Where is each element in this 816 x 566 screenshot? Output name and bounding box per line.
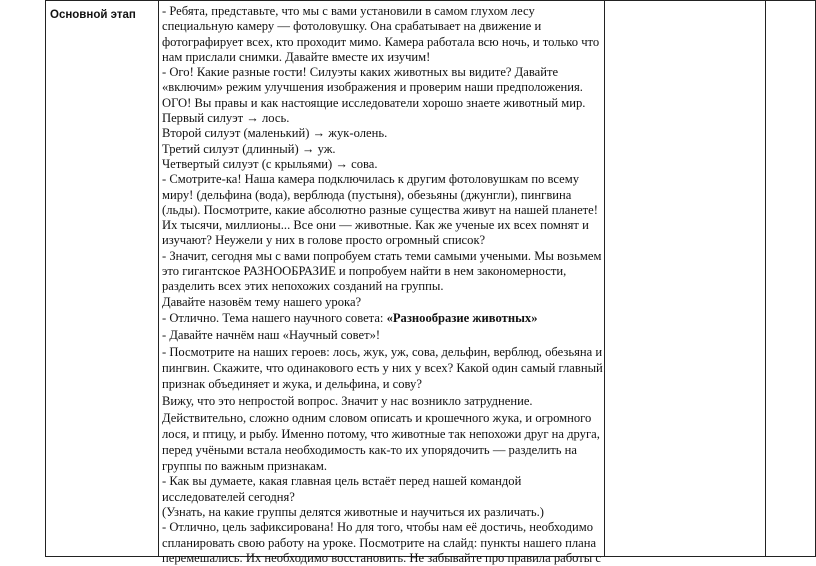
paragraph-silhouette-4: Четвертый силуэт (с крыльями) → сова. xyxy=(162,156,378,171)
paragraph-camera-trap: - Ребята, представьте, что мы с вами установили в самом глухом лесу специальную камеру — фотоловушку. Она срабатывает на движение и фотографирует всех, кто проходит мимо. Камера работала всю ночь, и только что нам прислали снимки. Давайте вместе их изучим! xyxy=(162,4,600,64)
paragraph-silhouettes: - Ого! Какие разные гости! Силуэты каких животных вы видите? Давайте «включим» режим улучшения изображения и проверим наши предположения. ОГО! Вы правы и как настоящие исследователи хорошо знаете животный мир. xyxy=(162,65,586,110)
paragraph-topic xyxy=(162,310,604,327)
teacher-speech-cell xyxy=(159,1,605,565)
teacher-speech-text xyxy=(159,1,604,565)
paragraph-heroes: - Посмотрите на наших героев: лось, жук, уж, сова, дельфин, верблюд, обезьяна и пингвин. Скажите, что одинакового есть у них у всех? Какой один самый главный признак объединяет и жука, и дельфина, и сову? xyxy=(162,344,603,392)
paragraph-plan: - Отлично, цель зафиксирована! Но для того, чтобы нам её достичь, необходимо спланировать свою работу на уроке. Посмотрите на слайд: пункты нашего плана перемешались. Их необходимо восстановить. Не забывайте про правила работы с xyxy=(162,520,601,565)
paragraph-silhouette-3: Третий силуэт (длинный) → уж. xyxy=(162,141,336,156)
paragraph-goal-answer: (Узнать, на какие группы делятся животные и научиться их различать.) xyxy=(162,505,544,520)
paragraph-goal-question: - Как вы думаете, какая главная цель встаёт перед нашей командой исследователей сегодня? xyxy=(162,474,522,504)
topic-prefix: - Отлично. Тема нашего научного совета: xyxy=(162,311,387,326)
lesson-plan-table xyxy=(45,0,816,565)
stage-cell xyxy=(46,1,159,557)
stage-label: Основной этап xyxy=(50,9,136,21)
paragraph-silhouette-1: Первый силуэт → лось. xyxy=(162,111,290,126)
topic-title: «Разнообразие животных» xyxy=(386,311,538,326)
paragraph-difficulty: Вижу, что это непростой вопрос. Значит у нас возникло затруднение. xyxy=(162,393,533,408)
table-row-main-stage xyxy=(46,1,816,557)
paragraph-silhouette-2: Второй силуэт (маленький) → жук-олень. xyxy=(162,126,388,141)
paragraph-name-topic: Давайте назовём тему нашего урока? xyxy=(162,294,362,309)
paragraph-become-scientists: - Значит, сегодня мы с вами попробуем стать теми самыми учеными. Мы возьмем это гигантское РАЗНООБРАЗИЕ и попробуем найти в нем закономерности, разделить всех этих непохожих созданий на группы. xyxy=(162,248,602,294)
paragraph-need-order: Действительно, сложно одним словом описать и крошечного жука, и огромного лося, и птицу, и рыбу. Именно потому, что животные так непохожи друг на друга, перед учёными встала необходимость как-то их упорядочить — разделить на группы по важным признакам. xyxy=(162,410,600,474)
paragraph-start-council: - Давайте начнём наш «Научный совет»! xyxy=(162,328,381,343)
student-activity-cell xyxy=(605,1,766,557)
paragraph-other-traps: - Смотрите-ка! Наша камера подключилась к другим фотоловушкам по всему миру! (дельфина (вода), верблюда (пустыня), обезьяны (джунгли), пингвина (льды). Посмотрите, какие абсолютно разные существа живут на нашей планете! Их тысячи, миллионы... Все они — животные. Как же ученые их всех помнят и изучают? Неужели у них в голове просто огромный список? xyxy=(162,172,598,248)
notes-cell xyxy=(766,1,816,557)
